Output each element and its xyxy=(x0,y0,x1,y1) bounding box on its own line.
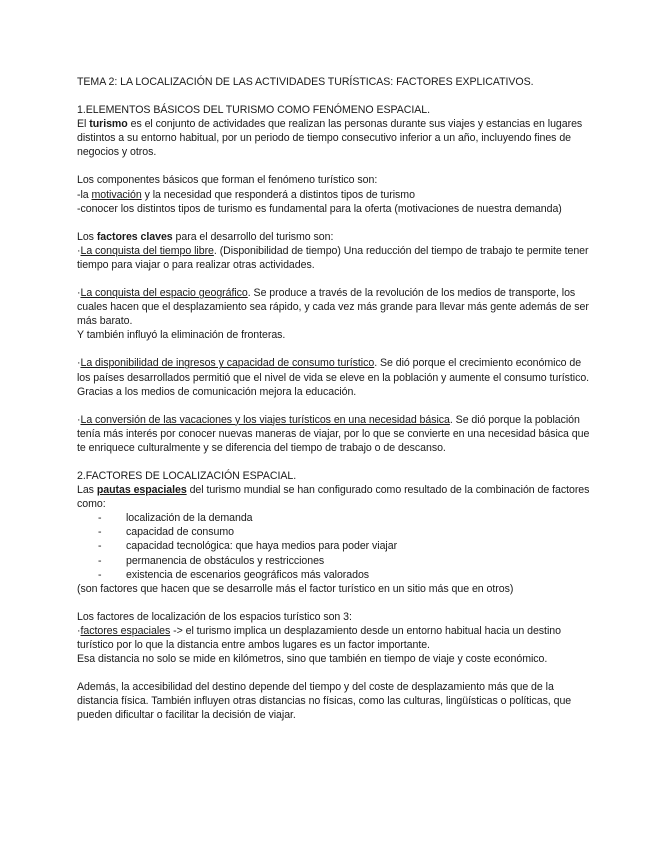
factor-geographic-space: ·La conquista del espacio geográfico. Se produce a través de la revolución de los medios de transporte, los cuales hacen que el desplazamiento sea rápido, y cada vez más grande para llevar más gente además de ser más barato. xyxy=(77,287,589,328)
factor-income: ·La disponibilidad de ingresos y capacidad de consumo turístico. Se dió porque el crecimiento económico de los países desarrollados permitió que el nivel de vida se eleve en la población y aumente el consumo turístico. xyxy=(77,357,590,384)
factors-note: (son factores que hacen que se desarrolle más el factor turístico en un sitio más que en otros) xyxy=(77,582,514,595)
distance-note: Esa distancia no solo se mide en kilómetros, sino que también en tiempo de viaje y coste económico. xyxy=(77,653,548,666)
factor-education-note: Gracias a los medios de comunicación mejora la educación. xyxy=(77,385,357,398)
accessibility-paragraph: Además, la accesibilidad del destino depende del tiempo y del coste de desplazamiento más que de la distancia física. También influyen otras distancias no físicas, como las culturas, lingüísticas o políticas, que pueden dificultar o facilitar la decisión de viajar. xyxy=(77,681,572,722)
tourism-definition: El turismo es el conjunto de actividades que realizan las personas durante sus viajes y estancias en lugares distintos a su entorno habitual, por un periodo de tiempo consecutivo inferior a un año, incluyendo fines de negocios y otros. xyxy=(77,118,583,159)
spatial-patterns: Las pautas espaciales del turismo mundial se han configurado como resultado de la combinación de factores como: xyxy=(77,484,590,511)
factor-free-time: ·La conquista del tiempo libre. (Disponibilidad de tiempo) Una reducción del tiempo de trabajo te permite tener tiempo para viajar o para realizar otras actividades. xyxy=(77,244,589,271)
section-1-heading: 1.ELEMENTOS BÁSICOS DEL TURISMO COMO FENÓMENO ESPACIAL. xyxy=(77,104,430,117)
localization-factors-intro: Los factores de localización de los espacios turístico son 3: xyxy=(77,610,352,623)
document-body xyxy=(77,75,597,722)
document-title: TEMA 2: LA LOCALIZACIÓN DE LAS ACTIVIDADES TURÍSTICAS: FACTORES EXPLICATIVOS. xyxy=(77,76,534,88)
key-factors-intro: Los factores claves para el desarrollo del turismo son: xyxy=(77,230,334,243)
list-item: - capacidad tecnológica: que haya medios para poder viajar xyxy=(98,540,398,553)
component-types: -conocer los distintos tipos de turismo es fundamental para la oferta (motivaciones de nuestra demanda) xyxy=(77,202,562,215)
factor-basic-need: ·La conversión de las vacaciones y los viajes turísticos en una necesidad básica. Se dió porque la población tenía más interés por conocer nuevas maneras de viajar, por lo que se convierte en una necesidad básica que te enriquece culturalmente y se diferencia del tiempo de trabajo o de descanso. xyxy=(77,413,590,454)
list-item: - capacidad de consumo xyxy=(98,526,234,539)
components-intro: Los componentes básicos que forman el fenómeno turístico son: xyxy=(77,174,378,187)
factor-list xyxy=(77,511,597,581)
list-item: - permanencia de obstáculos y restricciones xyxy=(98,554,325,567)
term-turismo: turismo xyxy=(89,118,128,131)
list-item: - localización de la demanda xyxy=(98,512,253,525)
component-motivation: -la motivación y la necesidad que responderá a distintos tipos de turismo xyxy=(77,188,415,201)
list-item: - existencia de escenarios geográficos más valorados xyxy=(98,568,370,581)
factor-borders-note: Y también influyó la eliminación de fronteras. xyxy=(77,329,286,342)
spatial-factors: ·factores espaciales -> el turismo implica un desplazamiento desde un entorno habitual hacia un destino turístico por lo que la distancia entre ambos lugares es un factor importante. xyxy=(77,624,561,651)
section-2-heading: 2.FACTORES DE LOCALIZACIÓN ESPACIAL. xyxy=(77,469,297,482)
